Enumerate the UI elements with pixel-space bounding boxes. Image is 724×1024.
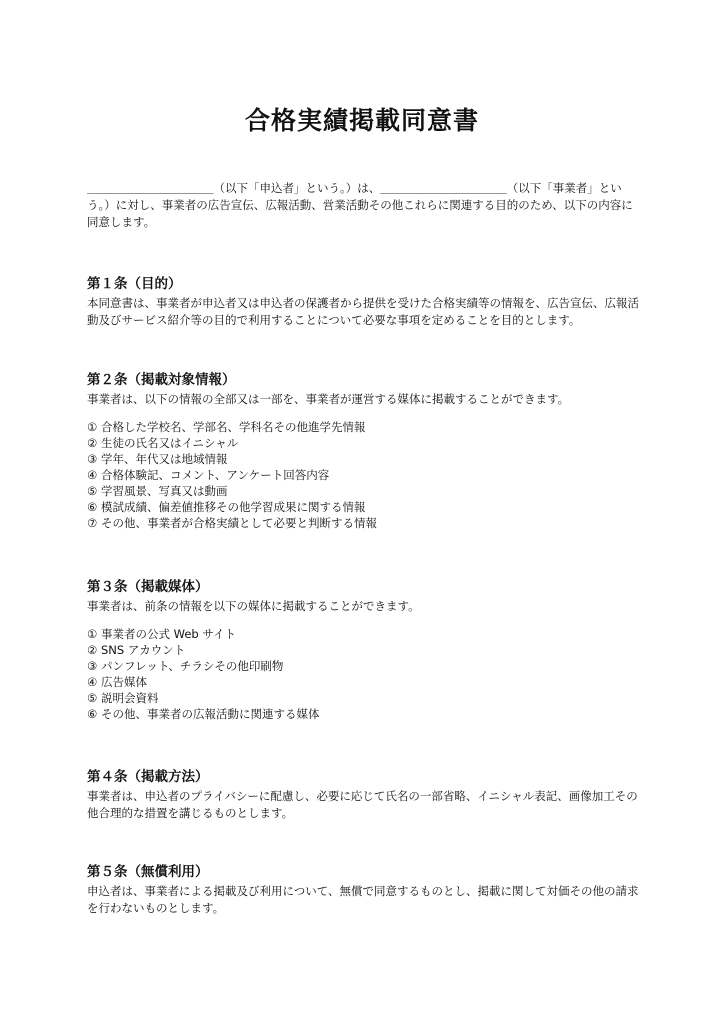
intro-paragraph: ＿＿＿＿＿＿＿＿＿＿＿（以下「申込者」という。）は、＿＿＿＿＿＿＿＿＿＿＿（以下「事業者」という。）に対し、事業者の広告宣伝、広報活動、営業活動その他これらに関連する目的のため、以下の内容に同意します。 [87,181,633,229]
article-4 [87,768,647,822]
list-item: ⑥ 模試成績、偏差値推移その他学習成果に関する情報 [87,500,366,514]
article-5-heading: 第５条（無償利用） [87,864,209,880]
list-item: ④ 広告媒体 [87,675,147,689]
list-item: ④ 合格体験記、コメント、アンケート回答内容 [87,468,330,482]
article-3-heading: 第３条（掲載媒体） [87,579,209,595]
article-5-body: 申込者は、事業者による掲載及び利用について、無償で同意するものとし、掲載に関して対価その他の請求を行わないものとします。 [87,884,639,915]
article-1-heading: 第１条（目的） [87,276,182,292]
article-2 [87,371,647,531]
list-item: ① 合格した学校名、学部名、学科名その他進学先情報 [87,420,366,434]
article-2-heading: 第２条（掲載対象情報） [87,372,236,388]
list-item: ② SNS アカウント [87,643,186,657]
list-item: ⑦ その他、事業者が合格実績として必要と判断する情報 [87,516,377,530]
list-item: ③ パンフレット、チラシその他印刷物 [87,659,284,673]
document-title: 合格実績掲載同意書 [244,106,479,135]
article-2-list [87,419,647,531]
article-3 [87,578,647,722]
list-item: ⑤ 説明会資料 [87,691,159,705]
list-item: ⑥ その他、事業者の広報活動に関連する媒体 [87,707,320,721]
article-3-body: 事業者は、前条の情報を以下の媒体に掲載することができます。 [87,599,420,613]
list-item: ① 事業者の公式 Web サイト [87,627,237,641]
article-1 [87,275,647,329]
article-4-body: 事業者は、申込者のプライバシーに配慮し、必要に応じて氏名の一部省略、イニシャル表記、画像加工その他合理的な措置を講じるものとします。 [87,789,638,820]
list-item: ⑤ 学習風景、写真又は動画 [87,484,228,498]
article-3-list [87,626,647,722]
article-2-body: 事業者は、以下の情報の全部又は一部を、事業者が運営する媒体に掲載することができます。 [87,392,570,406]
article-4-heading: 第４条（掲載方法） [87,769,209,785]
article-1-body: 本同意書は、事業者が申込者又は申込者の保護者から提供を受けた合格実績等の情報を、広告宣伝、広報活動及びサービス紹介等の目的で利用することについて必要な事項を定めることを目的とします。 [87,296,639,327]
list-item: ③ 学年、年代又は地域情報 [87,452,228,466]
list-item: ② 生徒の氏名又はイニシャル [87,436,239,450]
article-5 [87,863,647,917]
